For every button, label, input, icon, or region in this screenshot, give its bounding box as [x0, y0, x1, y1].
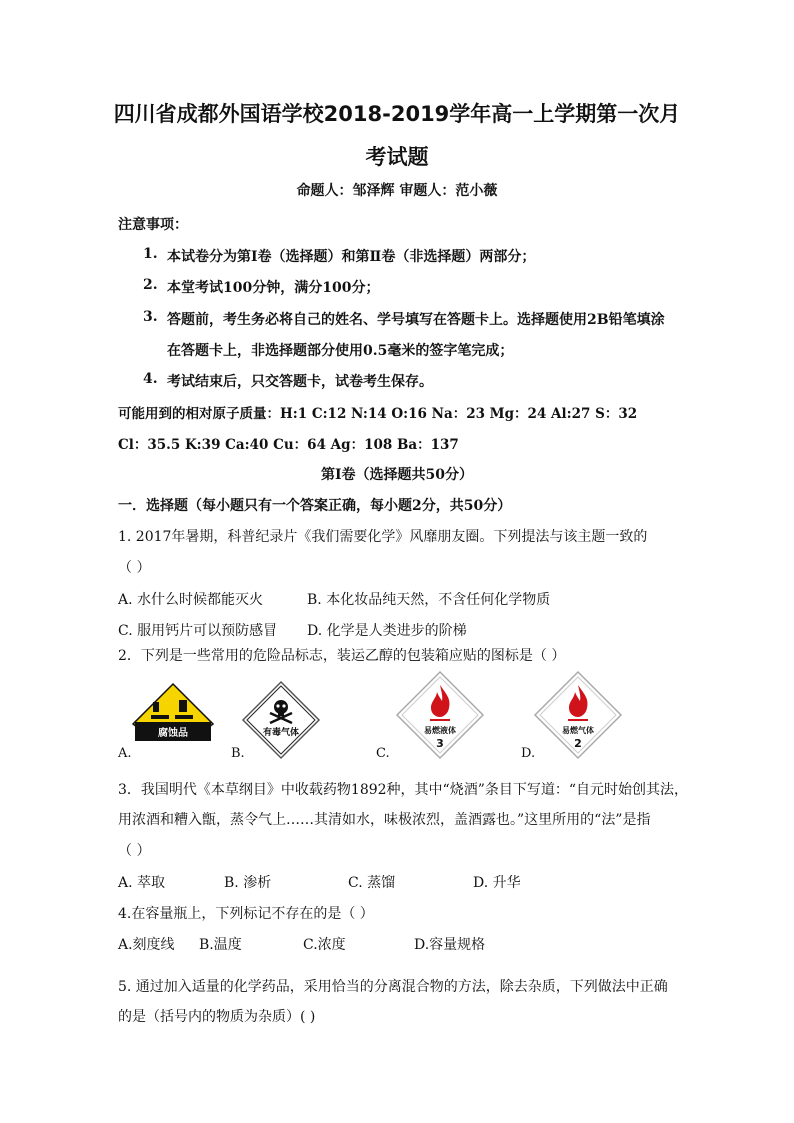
- q1-stem: 1. 2017年暑期，科普纪录片《我们需要化学》风靡朋友圈。下列提法与该主题一致的: [118, 529, 648, 545]
- sign-c-number: 3: [436, 737, 444, 750]
- notice-item-1: 本试卷分为第Ⅰ卷（选择题）和第Ⅱ卷（非选择题）两部分；: [167, 249, 536, 265]
- page-title-line1: 四川省成都外国语学校2018-2019学年高一上学期第一次月: [113, 102, 681, 126]
- q4-option-a: A.刻度线: [118, 937, 175, 953]
- sign-d-caption: 易燃气体: [562, 726, 594, 735]
- notice-num-2: 2.: [143, 277, 158, 293]
- page-title-line2: 考试题: [365, 145, 429, 169]
- atomic-mass-line1: 可能用到的相对原子质量：H:1 C:12 N:14 O:16 Na：23 Mg：24 Al:27 S：32: [118, 406, 638, 422]
- notice-num-1: 1.: [143, 246, 158, 262]
- sign-c-caption: 易燃液体: [424, 726, 456, 735]
- q3-option-a: A. 萃取: [118, 875, 166, 891]
- q5-line2: 的是（括号内的物质为杂质）( ): [118, 1009, 316, 1025]
- q4-option-b: B.温度: [199, 937, 242, 953]
- flammable-gas-sign-icon: [533, 670, 623, 760]
- q2-option-d: D.: [521, 746, 536, 761]
- q5-line1: 5. 通过加入适量的化学药品，采用恰当的分离混合物的方法，除去杂质，下列做法中正确: [118, 979, 668, 995]
- q2-stem: 2．下列是一些常用的危险品标志，装运乙醇的包装箱应贴的图标是（ ）: [118, 648, 566, 664]
- q3-line1: 3．我国明代《本草纲目》中收载药物1892种，其中“烧酒”条目下写道：“自元时始创其法，: [118, 782, 689, 798]
- atomic-mass-line2: Cl：35.5 K:39 Ca:40 Cu：64 Ag：108 Ba：137: [118, 437, 459, 453]
- q4-option-d: D.容量规格: [414, 937, 486, 953]
- flammable-liquid-sign-icon: [395, 670, 485, 760]
- q3-option-d: D. 升华: [473, 875, 521, 891]
- q2-option-b: B.: [231, 746, 245, 761]
- q4-option-c: C.浓度: [303, 937, 346, 953]
- q3-blank: （ ）: [118, 843, 151, 859]
- notice-heading: 注意事项：: [118, 217, 188, 233]
- notice-item-3: 答题前，考生务必将自己的姓名、学号填写在答题卡上。选择题使用2B铅笔填涂: [167, 312, 665, 328]
- q3-option-c: C. 蒸馏: [348, 875, 396, 891]
- toxic-gas-sign-icon: [241, 680, 321, 760]
- q2-option-a: A.: [118, 746, 132, 761]
- notice-num-4: 4.: [143, 371, 158, 387]
- q1-blank: （ ）: [118, 560, 151, 576]
- q1-option-a: A. 水什么时候都能灭火: [118, 592, 264, 608]
- notice-item-4: 考试结束后，只交答题卡，试卷考生保存。: [167, 374, 433, 390]
- part1-title: 第Ⅰ卷（选择题共50分）: [320, 467, 474, 483]
- q1-option-b: B. 本化妆品纯天然，不含任何化学物质: [307, 592, 551, 608]
- sign-b-caption: 有毒气体: [262, 728, 300, 738]
- notice-num-3: 3.: [143, 309, 158, 325]
- notice-item-2: 本堂考试100分钟，满分100分；: [167, 280, 380, 296]
- sign-a-caption: 腐蚀品: [158, 728, 188, 739]
- q1-option-c: C. 服用钙片可以预防感冒: [118, 623, 278, 639]
- sign-d-number: 2: [574, 737, 582, 750]
- corrosive-sign-icon: [131, 682, 215, 742]
- notice-item-3-cont: 在答题卡上，非选择题部分使用0.5毫米的签字笔完成；: [167, 343, 514, 359]
- q4-stem: 4.在容量瓶上，下列标记不存在的是（ ）: [118, 906, 374, 922]
- q3-line2: 用浓酒和糟入甑，蒸令气上……其清如水，味极浓烈，盖酒露也。”这里所用的“法”是指: [118, 812, 651, 828]
- q2-option-c: C.: [376, 746, 390, 761]
- section1-title: 一．选择题（每小题只有一个答案正确，每小题2分，共50分）: [118, 498, 512, 514]
- q3-option-b: B. 渗析: [224, 875, 272, 891]
- q1-option-d: D. 化学是人类进步的阶梯: [307, 623, 467, 639]
- authors-line: 命题人：邹泽辉 审题人：范小薇: [296, 183, 498, 199]
